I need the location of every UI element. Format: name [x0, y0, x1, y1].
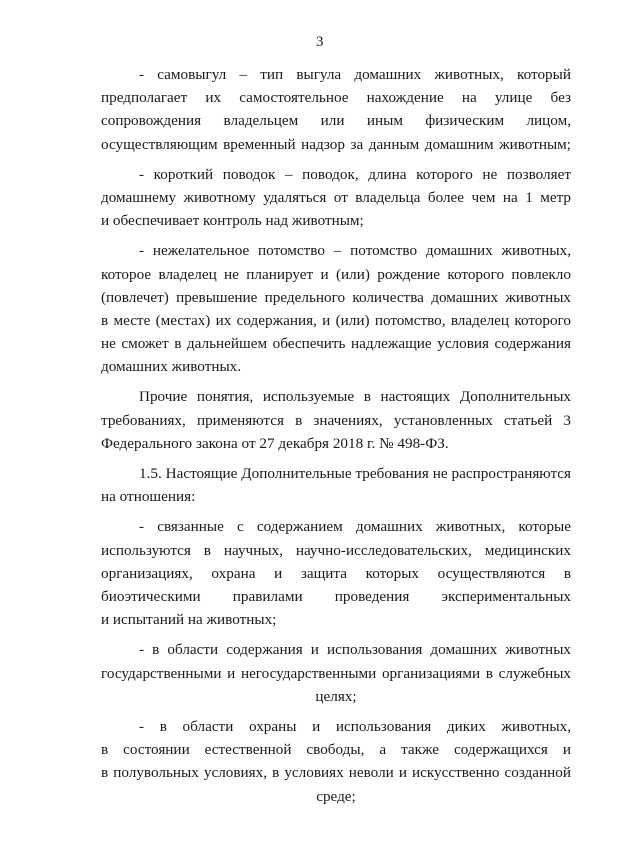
- text-line: Федерального закона от 27 декабря 2018 г. № 498-ФЗ.: [101, 434, 449, 452]
- text-line: государственными и негосударственными организациями в служебных: [101, 664, 571, 682]
- text-line: организациях, охрана и защита которых осуществляются в: [101, 564, 571, 582]
- exclusion-service: [101, 638, 571, 708]
- text-line: в полувольных условиях, в условиях неволи и искусственно созданной: [101, 764, 571, 782]
- text-line: 1.5. Настоящие Дополнительные требования не распространяются: [139, 465, 571, 483]
- text-line: требованиях, применяются в значениях, установленных статьей 3: [101, 411, 571, 429]
- text-line: в месте (местах) их содержания, и (или) потомство, владелец которого: [101, 311, 571, 329]
- document-body: [101, 63, 571, 808]
- text-line: домашних животных.: [101, 358, 242, 376]
- exclusion-wild-animals: [101, 715, 571, 808]
- text-line: (повлечет) превышение предельного количества домашних животных: [101, 288, 571, 306]
- text-line: - самовыгул – тип выгула домашних животных, который: [139, 66, 571, 83]
- text-line: используются в научных, научно-исследовательских, медицинских: [101, 541, 571, 559]
- other-concepts-paragraph: [101, 385, 571, 455]
- text-line: и обеспечивает контроль над животным;: [101, 212, 364, 230]
- exclusion-scientific: [101, 515, 571, 631]
- text-line: в состоянии естественной свободы, а также содержащихся и: [101, 741, 571, 759]
- text-line: среде;: [316, 787, 356, 805]
- text-line: которое владелец не планирует и (или) рождение которого повлекло: [101, 265, 571, 283]
- text-line: осуществляющим временный надзор за данным домашним животным;: [101, 135, 571, 153]
- text-line: сопровождения владельцем или иным физическим лицом,: [101, 112, 571, 130]
- text-line: целях;: [315, 687, 357, 705]
- definition-unwanted-offspring: [101, 239, 571, 378]
- clause-1-5: [101, 462, 571, 508]
- text-line: не сможет в дальнейшем обеспечить надлежащие условия содержания: [101, 335, 571, 353]
- page-number: 3: [316, 34, 324, 50]
- text-line: домашнему животному удаляться от владельца более чем на 1 метр: [101, 188, 571, 206]
- definition-short-leash: [101, 163, 571, 233]
- text-line: - в области охраны и использования диких животных,: [139, 717, 571, 735]
- text-line: - связанные с содержанием домашних животных, которые: [139, 518, 571, 536]
- text-line: - короткий поводок – поводок, длина которого не позволяет: [139, 165, 571, 183]
- text-line: предполагает их самостоятельное нахождение на улице без: [101, 89, 571, 107]
- text-line: на отношения:: [101, 488, 196, 506]
- text-line: - нежелательное потомство – потомство домашних животных,: [139, 242, 571, 260]
- text-line: и испытаний на животных;: [101, 611, 277, 629]
- text-line: - в области содержания и использования домашних животных: [139, 641, 571, 659]
- text-line: биоэтическими правилами проведения экспериментальных: [101, 588, 571, 605]
- text-line: Прочие понятия, используемые в настоящих Дополнительных: [139, 388, 571, 406]
- definition-self-walking: [101, 63, 571, 156]
